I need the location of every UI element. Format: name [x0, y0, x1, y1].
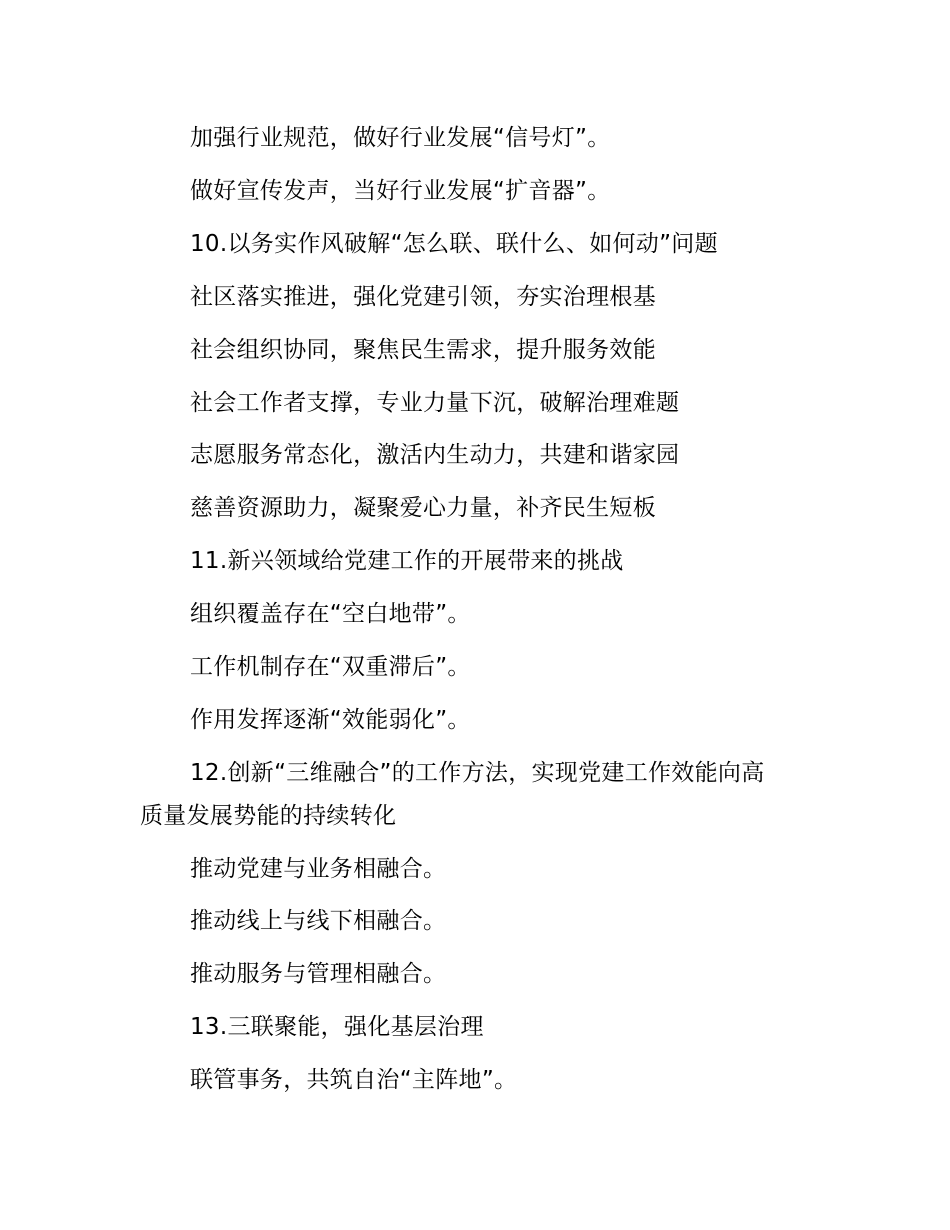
paragraph-line: 做好宣传发声，当好行业发展“扩音器”。: [190, 178, 611, 204]
section-heading: 13.三联聚能，强化基层治理: [190, 1014, 484, 1040]
paragraph-line: 加强行业规范，做好行业发展“信号灯”。: [190, 125, 611, 151]
section-heading: 12.创新“三维融合”的工作方法，实现党建工作效能向高: [190, 760, 765, 786]
section-heading: 11.新兴领域给党建工作的开展带来的挑战: [190, 548, 624, 574]
paragraph-line: 联管事务，共筑自治“主阵地”。: [190, 1067, 518, 1093]
paragraph-line: 推动党建与业务相融合。: [190, 856, 447, 882]
paragraph-line: 社会工作者支撑，专业力量下沉，破解治理难题: [190, 390, 680, 416]
paragraph-line: 慈善资源助力，凝聚爱心力量，补齐民生短板: [190, 495, 656, 521]
paragraph-line: 组织覆盖存在“空白地带”。: [190, 601, 471, 627]
paragraph-line: 推动服务与管理相融合。: [190, 961, 447, 987]
section-heading: 10.以务实作风破解“怎么联、联什么、如何动”问题: [190, 231, 718, 257]
paragraph-line: 志愿服务常态化，激活内生动力，共建和谐家园: [190, 442, 680, 468]
paragraph-line: 工作机制存在“双重滞后”。: [190, 654, 471, 680]
paragraph-line: 社会组织协同，聚焦民生需求，提升服务效能: [190, 337, 656, 363]
section-heading-continuation: 质量发展势能的持续转化: [140, 803, 397, 829]
paragraph-line: 作用发挥逐渐“效能弱化”。: [190, 707, 471, 733]
paragraph-line: 推动线上与线下相融合。: [190, 908, 447, 934]
paragraph-line: 社区落实推进，强化党建引领，夯实治理根基: [190, 284, 656, 310]
